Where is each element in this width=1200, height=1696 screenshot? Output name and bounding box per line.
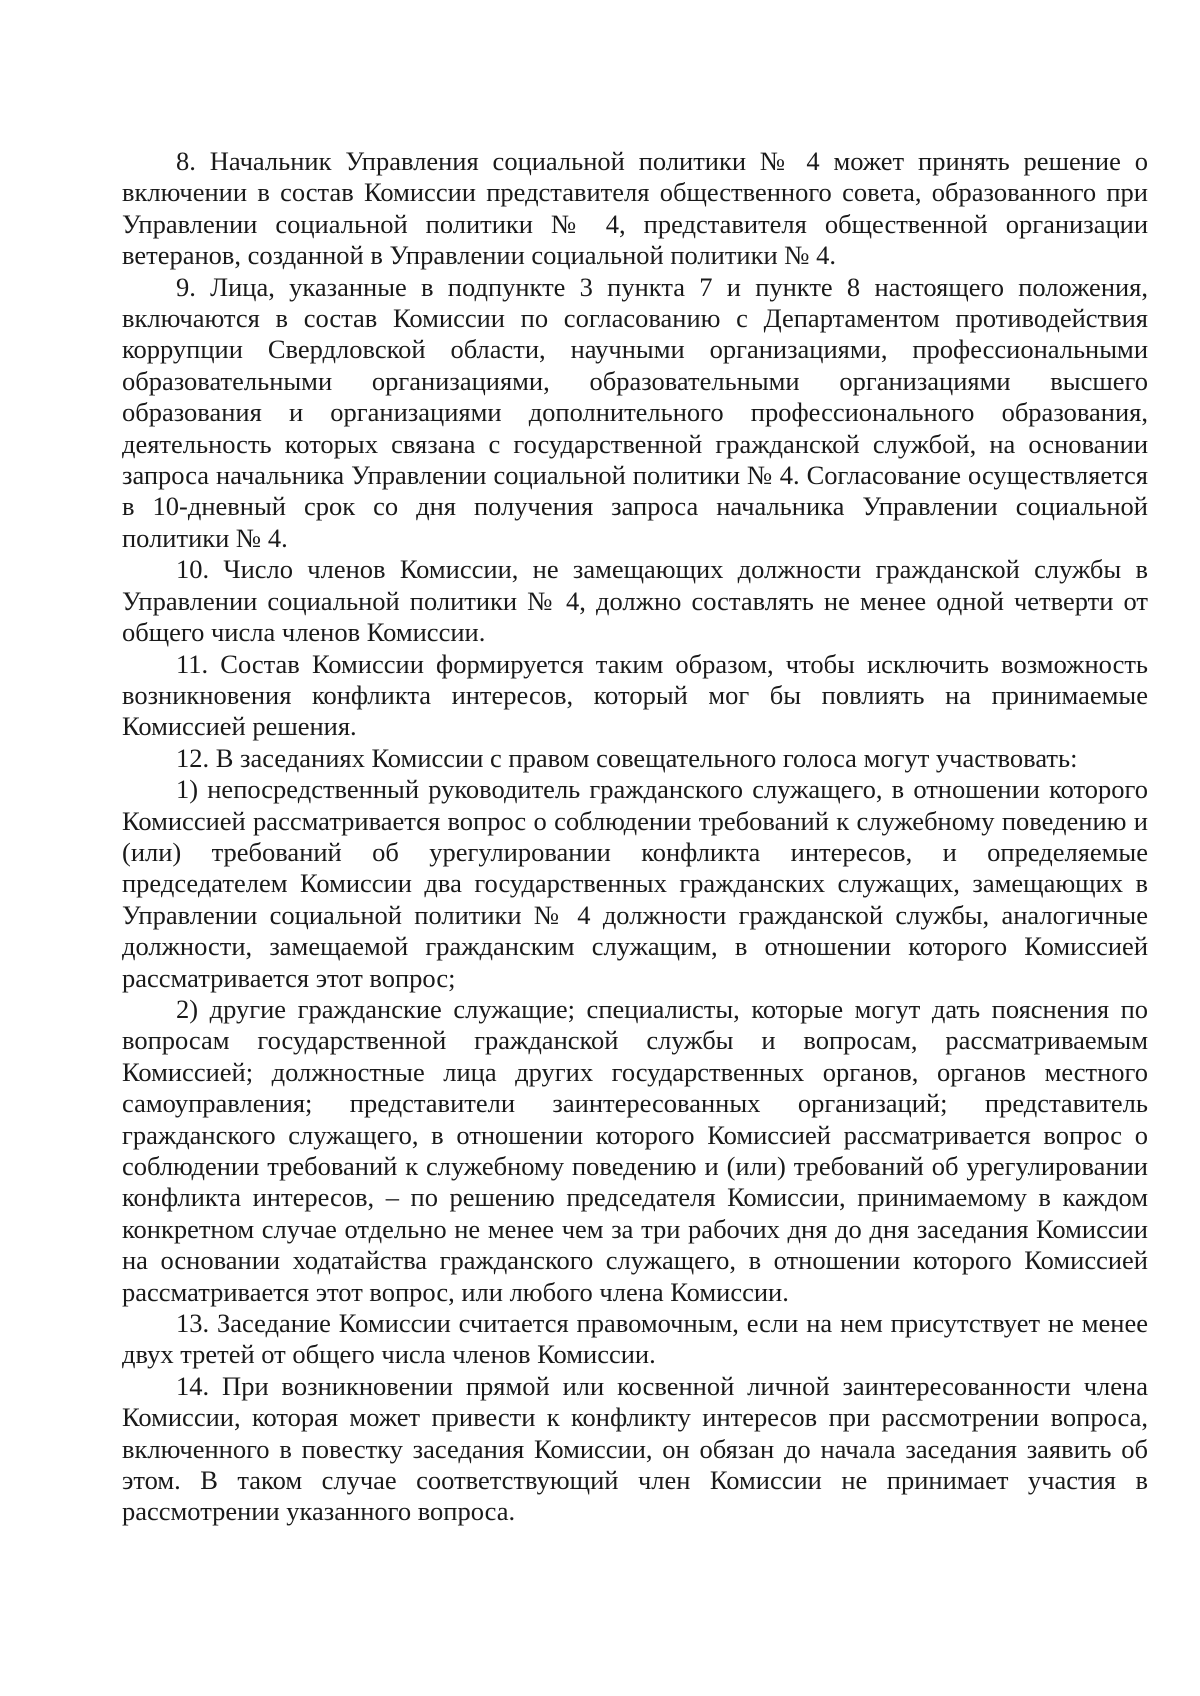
- paragraph-12-item-1: 1) непосредственный руководитель гражданского служащего, в отношении которого Комиссией рассматривается вопрос о соблюдении требований к служебному поведению и (или) требований об урегулировании конфликта интересов, и определяемые председателем Комиссии два государственных гражданских служащих, замещающих в Управлении социальной политики № 4 должности гражданской службы, аналогичные должности, замещаемой гражданским служащим, в отношении которого Комиссией рассматривается этот вопрос;: [122, 774, 1148, 993]
- paragraph-12-item-2: 2) другие гражданские служащие; специалисты, которые могут дать пояснения по вопросам государственной гражданской службы и вопросам, рассматриваемым Комиссией; должностные лица других государственных органов, органов местного самоуправления; представители заинтересованных организаций; представитель гражданского служащего, в отношении которого Комиссией рассматривается вопрос о соблюдении требований к служебному поведению и (или) требований об урегулировании конфликта интересов, – по решению председателя Комиссии, принимаемому в каждом конкретном случае отдельно не менее чем за три рабочих дня до дня заседания Комиссии на основании ходатайства гражданского служащего, в отношении которого Комиссией рассматривается этот вопрос, или любого члена Комиссии.: [122, 993, 1148, 1307]
- paragraph-12: 12. В заседаниях Комиссии с правом совещательного голоса могут участвовать:: [176, 742, 1078, 773]
- paragraph-14: 14. При возникновении прямой или косвенной личной заинтересованности члена Комиссии, которая может привести к конфликту интересов при рассмотрении вопроса, включенного в повестку заседания Комиссии, он обязан до начала заседания заявить об этом. В таком случае соответствующий член Комиссии не принимает участия в рассмотрении указанного вопроса.: [122, 1370, 1148, 1527]
- paragraph-11: 11. Состав Комиссии формируется таким образом, чтобы исключить возможность возникновения конфликта интересов, который мог бы повлиять на принимаемые Комиссией решения.: [122, 648, 1148, 742]
- paragraph-9: 9. Лица, указанные в подпункте 3 пункта 7 и пункте 8 настоящего положения, включаются в состав Комиссии по согласованию с Департаментом противодействия коррупции Свердловской области, научными организациями, профессиональными образовательными организациями, образовательными организациями высшего образования и организациями дополнительного профессионального образования, деятельность которых связана с государственной гражданской службой, на основании запроса начальника Управлении социальной политики № 4. Согласование осуществляется в 10-дневный срок со дня получения запроса начальника Управлении социальной политики № 4.: [122, 271, 1148, 553]
- paragraph-13: 13. Заседание Комиссии считается правомочным, если на нем присутствует не менее двух третей от общего числа членов Комиссии.: [122, 1308, 1148, 1370]
- paragraph-10: 10. Число членов Комиссии, не замещающих должности гражданской службы в Управлении социальной политики № 4, должно составлять не менее одной четверти от общего числа членов Комиссии.: [122, 554, 1148, 648]
- paragraph-8: 8. Начальник Управления социальной политики № 4 может принять решение о включении в состав Комиссии представителя общественного совета, образованного при Управлении социальной политики № 4, представителя общественной организации ветеранов, созданной в Управлении социальной политики № 4.: [122, 146, 1148, 271]
